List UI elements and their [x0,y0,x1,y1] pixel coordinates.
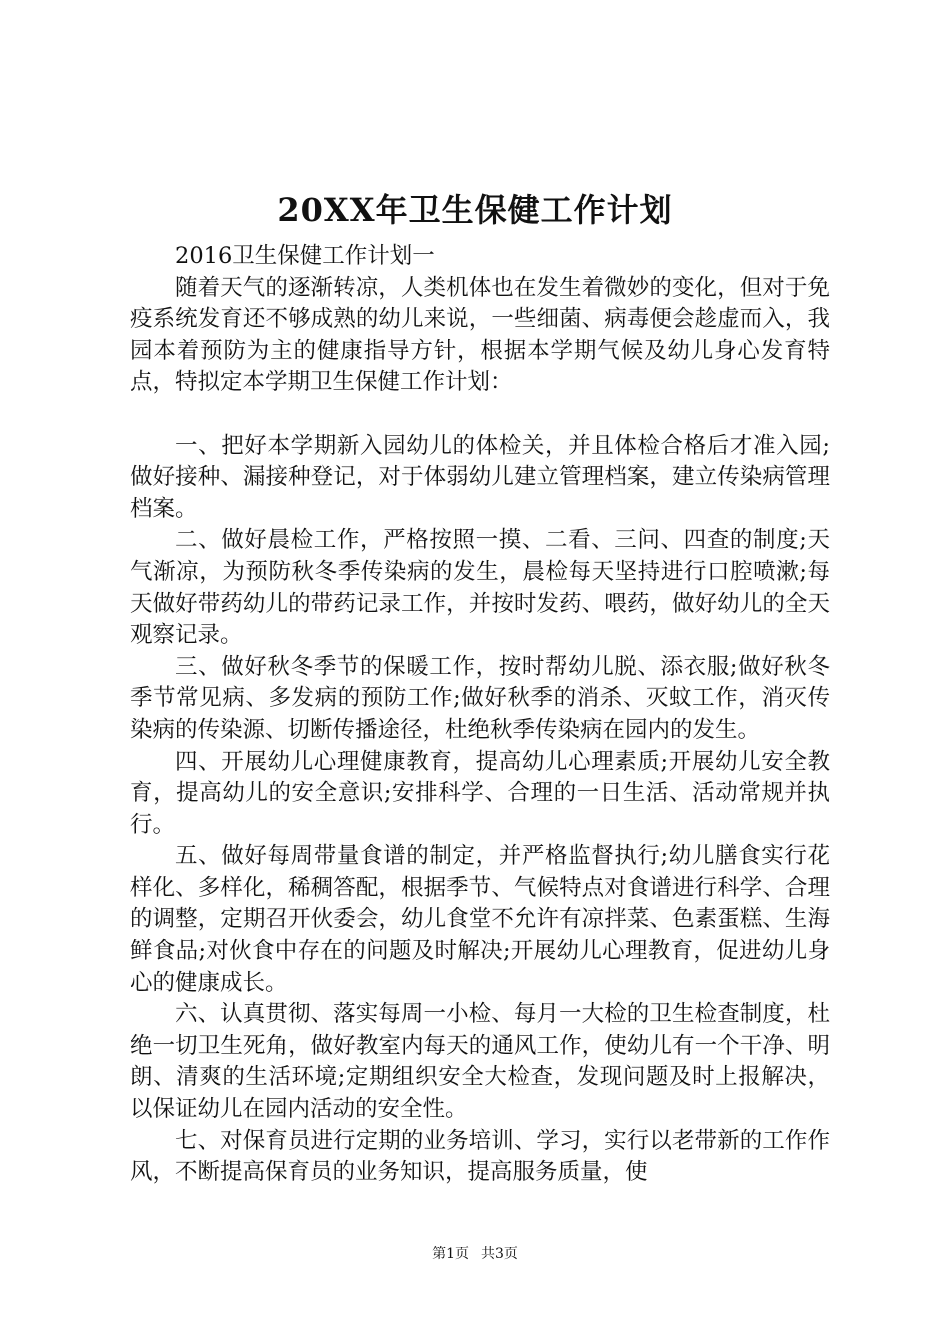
section-heading: 2016卫生保健工作计划一 [175,243,435,269]
item-paragraph-1: 一、把好本学期新入园幼儿的体检关，并且体检合格后才准入园;做好接种、漏接种登记，对于体弱幼儿建立管理档案，建立传染病管理档案。 [130,432,830,522]
page-number: 第1页 [432,1246,469,1262]
page-total: 共3页 [481,1246,518,1262]
item-paragraph-2: 二、做好晨检工作，严格按照一摸、二看、三问、四查的制度;天气渐凉，为预防秋冬季传染病的发生，晨检每天坚持进行口腔喷漱;每天做好带药幼儿的带药记录工作，并按时发药、喂药，做好幼儿的全天观察记录。 [130,527,830,649]
item-paragraph-6: 六、认真贯彻、落实每周一小检、每月一大检的卫生检查制度，杜绝一切卫生死角，做好教室内每天的通风工作，使幼儿有一个干净、明朗、清爽的生活环境;定期组织安全大检查，发现问题及时上报解决，以保证幼儿在园内活动的安全性。 [130,1001,830,1123]
page-footer [0,1244,950,1264]
item-paragraph-4: 四、开展幼儿心理健康教育，提高幼儿心理素质;开展幼儿安全教育，提高幼儿的安全意识;安排科学、合理的一日生活、活动常规并执行。 [130,748,830,838]
item-paragraph-3: 三、做好秋冬季节的保暖工作，按时帮幼儿脱、添衣服;做好秋冬季节常见病、多发病的预防工作;做好秋季的消杀、灭蚊工作，消灭传染病的传染源、切断传播途径，杜绝秋季传染病在园内的发生。 [130,653,830,743]
item-paragraph-5: 五、做好每周带量食谱的制定，并严格监督执行;幼儿膳食实行花样化、多样化，稀稠答配，根据季节、气候特点对食谱进行科学、合理的调整，定期召开伙委会，幼儿食堂不允许有凉拌菜、色素蛋糕、生海鲜食品;对伙食中存在的问题及时解决;开展幼儿心理教育，促进幼儿身心的健康成长。 [130,843,830,996]
document-body [130,241,830,1189]
intro-paragraph: 随着天气的逐渐转凉，人类机体也在发生着微妙的变化，但对于免疫系统发育还不够成熟的幼儿来说，一些细菌、病毒便会趁虚而入，我园本着预防为主的健康指导方针，根据本学期气候及幼儿身心发育特点，特拟定本学期卫生保健工作计划： [130,274,830,396]
item-paragraph-7: 七、对保育员进行定期的业务培训、学习，实行以老带新的工作作风，不断提高保育员的业务知识，提高服务质量，使 [130,1127,830,1186]
document-title: 20XX年卫生保健工作计划 [277,191,673,229]
